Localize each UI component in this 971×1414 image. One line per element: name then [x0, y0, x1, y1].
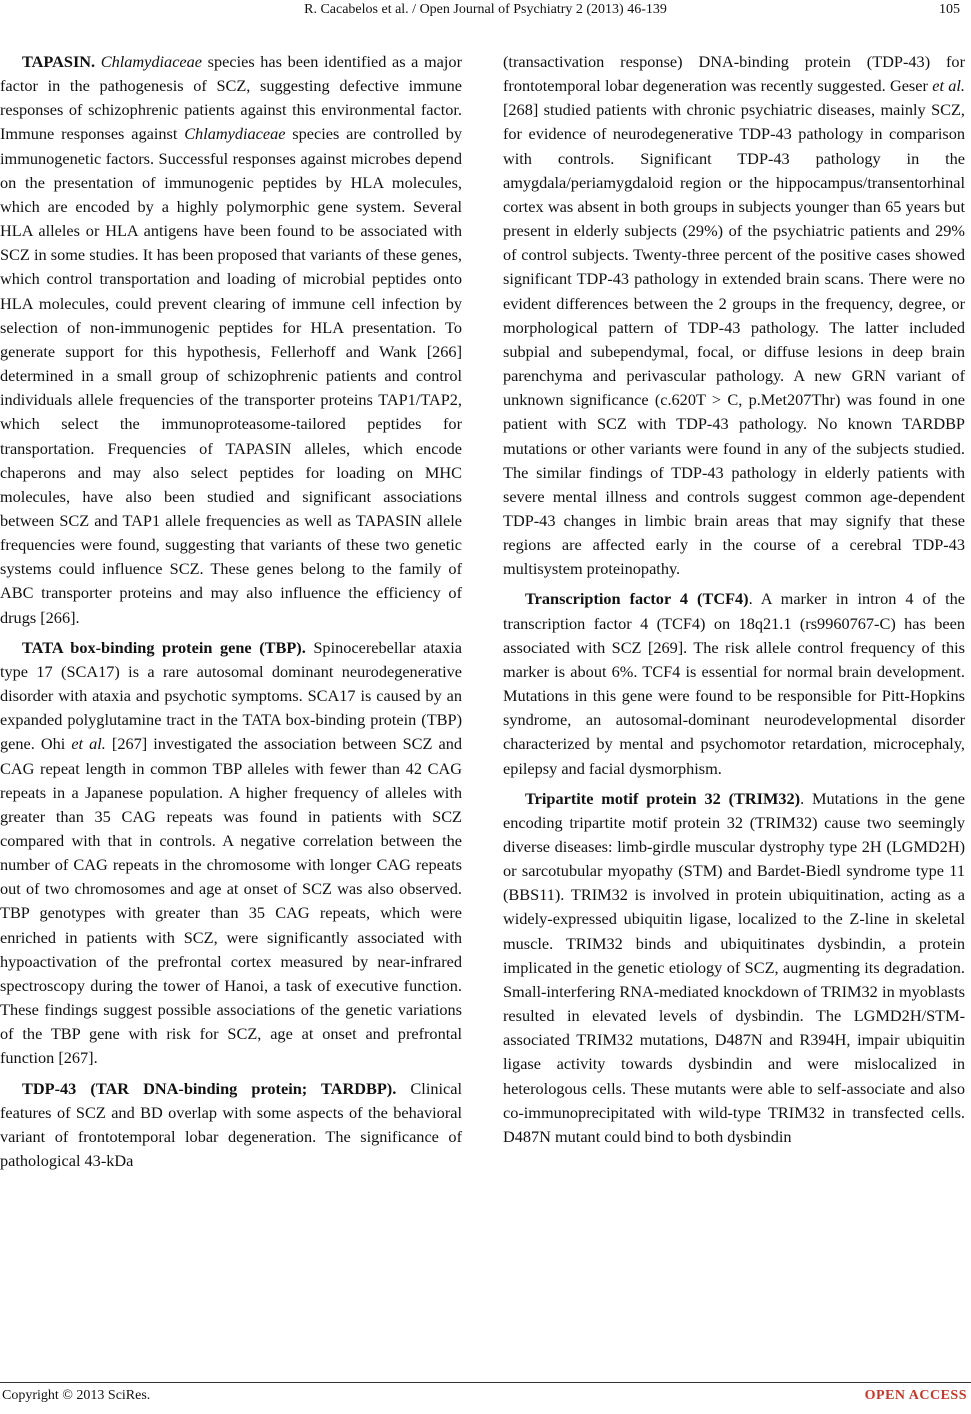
section-head-tdp43: TDP-43 (TAR DNA-binding protein; TARDBP).: [22, 1078, 397, 1098]
paragraph-text: Spinocerebellar ataxia type 17 (SCA17) is a rare autosomal dominant neurodegenerative disorder with ataxia and psychotic symptoms. SCA17 is caused by an expanded polyglutamine tract in the TATA box-binding protein (TBP) gene. Ohi: [0, 637, 462, 754]
paragraph-text: [267] investigated the association between SCZ and CAG repeat length in common TBP alleles with fewer than 42 CAG repeats in a Japanese population. A higher frequency of alleles with greater than 35 CAG repeats was found in patients with SCZ compared with that in controls. A negative correlation between the number of CAG repeats in the chromosome with longer CAG repeats out of two chromosomes and age at onset of SCZ was also observed. TBP genotypes with greater than 35 CAG repeats, which were enriched in patients with SCZ, were significantly associated with hypoactivation of the prefrontal cortex measured by near-infrared spectroscopy during the tower of Hanoi, a task of executive function. These findings suggest possible associations of the genetic variations of the TBP gene with risk for SCZ, age at onset and prefrontal function [267].: [0, 734, 462, 1068]
open-access-label: OPEN ACCESS: [864, 1388, 967, 1403]
paragraph-tcf4: [503, 587, 965, 780]
paragraph-text: species are controlled by immunogenetic factors. Successful responses against microbes depend on the presentation of immunogenic peptides by HLA molecules, which are encoded by a highly polymorphic gene system. Several HLA alleles or HLA antigens have been found to be associated with SCZ in some studies. It has been proposed that variants of these genes, which control transportation and loading of microbial peptides onto HLA molecules, could prevent clearing of immune cell infection by selection of non-immunogenic peptides for HLA presentation. To generate support for this hypothesis, Fellerhoff and Wank [266] determined in a small group of schizophrenic patients and control individuals allele frequencies of the transporter proteins TAP1/TAP2, which select the immunoproteasome-tailored peptides for transportation. Frequencies of TAPASIN alleles, which encode chaperons and may also select peptides for loading on MHC molecules, have also been studied and significant associations between SCZ and TAP1 allele frequencies as well as TAPASIN allele frequencies were found, suggesting that variants of these two genetic systems could influence SCZ. These genes belong to the family of ABC transporter proteins and may also influence the efficiency of drugs [266].: [0, 124, 462, 627]
left-column: [0, 50, 462, 1179]
italic-term: Chlamydiaceae: [184, 124, 286, 144]
copyright-notice: Copyright © 2013 SciRes.: [2, 1388, 151, 1403]
section-head-tapasin: TAPASIN.: [22, 52, 96, 71]
section-head-tbp: TATA box-binding protein gene (TBP).: [22, 637, 306, 657]
paragraph-tapasin: [0, 50, 462, 630]
page-number: 105: [939, 2, 960, 17]
paragraph-trim32: [503, 787, 965, 1149]
italic-term: et al.: [71, 734, 106, 754]
paragraph-text: [268] studied patients with chronic psychiatric diseases, mainly SCZ, for evidence of neurodegenerative TDP-43 pathology in comparison with controls. Significant TDP-43 pathology in the amygdala/periamygdaloid region or the hippocampus/transentorhinal cortex was absent in both groups in subjects younger than 65 years but present in elderly subjects (29%) of the psychiatric patients and 29% of control subjects. Twenty-three percent of the positive cases showed significant TDP-43 pathology in extended brain scans. There were no evident differences between the 2 groups in the frequency, degree, or morphological pattern of TDP-43 pathology. The latter included subpial and subependymal, focal, or diffuse lesions in deep brain parenchyma and perivascular pathology. A new GRN variant of unknown significance (c.620T > C, p.Met207Thr) was found in one patient with SCZ with TDP-43 pathology. No known TARDBP mutations or other variants were found in any of the subjects studied. The similar findings of TDP-43 pathology in elderly patients with severe mental illness and controls suggest common age-dependent TDP-43 changes in limbic brain areas that may signify that these regions are affected early in the course of a cerebral TDP-43 multisystem proteinopathy.: [503, 100, 965, 579]
paragraph-tbp: [0, 636, 462, 1071]
page-header: [0, 0, 971, 30]
footer-rule: [0, 1382, 971, 1383]
paragraph-text: species has been identified as a major factor in the pathogenesis of SCZ, suggesting defective immune responses of schizophrenic patients against this environmental factor. Immune responses against: [0, 52, 462, 144]
paragraph-tdp43-continued: [503, 50, 965, 581]
running-head: R. Cacabelos et al. / Open Journal of Psychiatry 2 (2013) 46-139: [304, 2, 667, 17]
paragraph-text: (transactivation response) DNA-binding protein (TDP-43) for frontotemporal lobar degeneration was recently suggested. Geser: [503, 52, 965, 96]
paragraph-text: Clinical features of SCZ and BD overlap with some aspects of the behavioral variant of frontotemporal lobar degeneration. The significance of pathological 43-kDa: [0, 1078, 462, 1171]
page-footer: [0, 1388, 971, 1412]
paragraph-text: . A marker in intron 4 of the transcription factor 4 (TCF4) on 18q21.1 (rs9960767-C) has been associated with SCZ [269]. The risk allele control frequency of this marker is about 6%. TCF4 is essential for normal brain development. Mutations in this gene were found to be responsible for Pitt-Hopkins syndrome, an autosomal-dominant neurodevelopmental disorder characterized by mental and psychomotor retardation, microcephaly, epilepsy and facial dysmorphism.: [503, 589, 965, 778]
italic-term: et al.: [932, 76, 965, 96]
paragraph-text: . Mutations in the gene encoding tripartite motif protein 32 (TRIM32) cause two seemingly diverse diseases: limb-girdle muscular dystrophy type 2H (LGMD2H) or sarcotubular myopathy (STM) and Bardet-Biedl syndrome type 11 (BBS11). TRIM32 is involved in protein ubiquitination, acting as a widely-expressed ubiquitin ligase, localized to the Z-line in skeletal muscle. TRIM32 binds and ubiquitinates dysbindin, a protein implicated in the genetic etiology of SCZ, augmenting its degradation. Small-interfering RNA-mediated knockdown of TRIM32 in myoblasts resulted in elevated levels of dysbindin. The LGMD2H/STM-associated TRIM32 mutations, D487N and R394H, impair ubiquitin ligase activity towards dysbindin and were mislocalized in heterologous cells. These mutants were able to self-associate and also co-immunoprecipitated with wild-type TRIM32 in transfected cells. D487N mutant could bind to both dysbindin: [503, 788, 965, 1146]
italic-term: Chlamydiaceae: [100, 52, 203, 71]
paragraph-tdp43: [0, 1077, 462, 1174]
section-head-tcf4: Transcription factor 4 (TCF4): [525, 589, 749, 609]
right-column: [503, 50, 965, 1155]
section-head-trim32: Tripartite motif protein 32 (TRIM32): [525, 788, 801, 808]
